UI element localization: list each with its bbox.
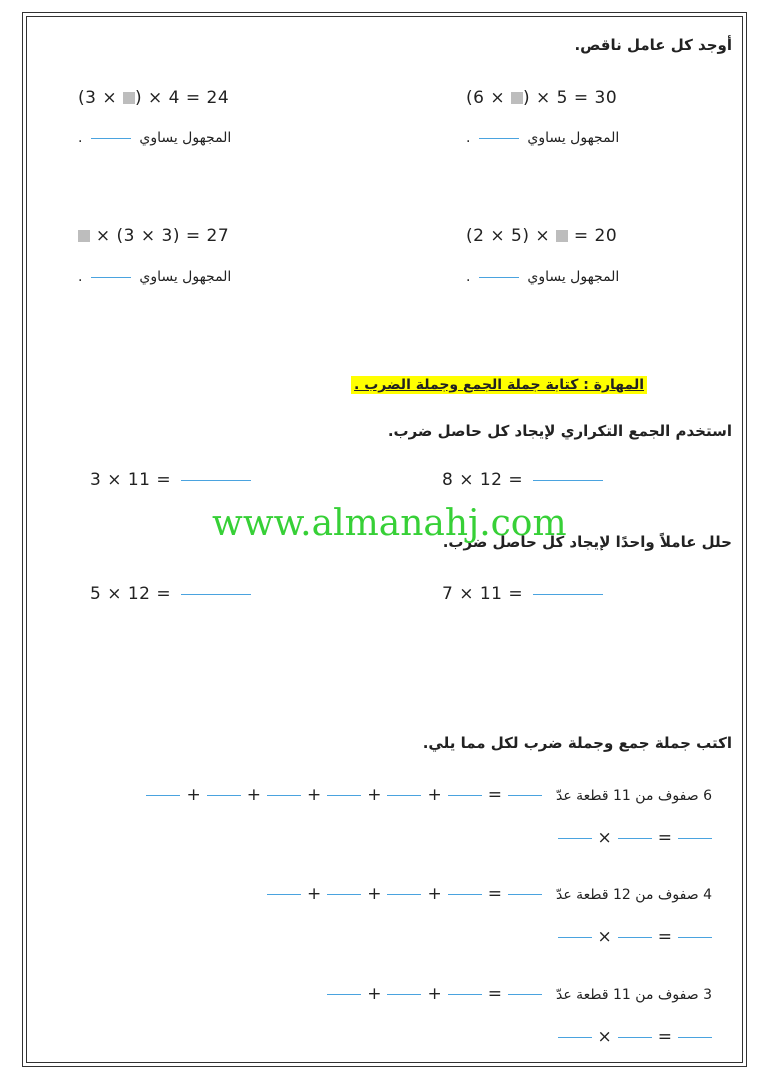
addition-sentence-row-3 — [327, 984, 712, 1004]
equation-1-post: ) × 5 = 30 — [523, 88, 618, 108]
repeated-addition-problem-2 — [90, 470, 251, 490]
equation-2-post: ) × 4 = 24 — [135, 88, 230, 108]
addition-sentence-row-1 — [146, 785, 712, 805]
factor-blank[interactable] — [618, 838, 652, 839]
times-sign: × — [597, 1027, 612, 1047]
answer-blank[interactable] — [91, 138, 131, 139]
multiplication-sentence-row-1 — [558, 828, 713, 848]
sum-blank[interactable] — [508, 795, 542, 796]
problem-text: 3 × 11 = — [90, 470, 172, 490]
factor-blank[interactable] — [558, 838, 592, 839]
addition-sentence-row-2 — [267, 884, 712, 904]
factor-blank[interactable] — [558, 937, 592, 938]
decompose-problem-1 — [442, 584, 603, 604]
plus-sign: + — [367, 984, 382, 1004]
missing-factor-square-icon — [511, 92, 523, 104]
period: . — [466, 269, 471, 285]
times-sign: × — [597, 828, 612, 848]
factor-blank[interactable] — [618, 1037, 652, 1038]
equation-3-post: = 20 — [568, 226, 618, 246]
row-description: 4 صفوف من 12 قطعة عدّ — [555, 887, 712, 903]
period: . — [78, 130, 83, 146]
equation-3-pre: (2 × 5) × — [466, 226, 556, 246]
answer-line-3 — [466, 269, 619, 285]
addend-blank[interactable] — [267, 894, 301, 895]
addend-blank[interactable] — [327, 994, 361, 995]
addend-blank[interactable] — [327, 795, 361, 796]
plus-sign: + — [306, 884, 322, 904]
plus-sign: + — [367, 785, 382, 805]
plus-sign: + — [306, 785, 322, 805]
answer-blank[interactable] — [533, 594, 603, 595]
equation-1 — [466, 88, 617, 108]
addend-blank[interactable] — [267, 795, 301, 796]
equation-2-pre: (3 × — [78, 88, 123, 108]
factor-blank[interactable] — [618, 937, 652, 938]
missing-factor-square-icon — [556, 230, 568, 242]
period: . — [466, 130, 471, 146]
section2-heading: استخدم الجمع التكراري لإيجاد كل حاصل ضرب. — [387, 422, 732, 440]
equals-sign: = — [657, 927, 672, 947]
product-blank[interactable] — [678, 937, 712, 938]
unknown-equals-label: المجهول يساوي — [527, 269, 620, 285]
product-blank[interactable] — [678, 838, 712, 839]
unknown-equals-label: المجهول يساوي — [139, 269, 232, 285]
product-blank[interactable] — [678, 1037, 712, 1038]
row-description: 6 صفوف من 11 قطعة عدّ — [555, 788, 712, 804]
addend-blank[interactable] — [207, 795, 241, 796]
problem-text: 8 × 12 = — [442, 470, 524, 490]
addend-blank[interactable] — [387, 795, 421, 796]
equals-sign: = — [487, 984, 502, 1004]
answer-line-1 — [466, 130, 619, 146]
addend-blank[interactable] — [387, 994, 421, 995]
equation-1-pre: (6 × — [466, 88, 511, 108]
answer-line-2 — [78, 130, 231, 146]
answer-blank[interactable] — [479, 277, 519, 278]
plus-sign: + — [367, 884, 382, 904]
answer-blank[interactable] — [479, 138, 519, 139]
row-description: 3 صفوف من 11 قطعة عدّ — [555, 987, 712, 1003]
sum-blank[interactable] — [508, 894, 542, 895]
plus-sign: + — [427, 984, 442, 1004]
decompose-problem-2 — [90, 584, 251, 604]
problem-text: 5 × 12 = — [90, 584, 172, 604]
missing-factor-square-icon — [123, 92, 135, 104]
unknown-equals-label: المجهول يساوي — [527, 130, 620, 146]
addend-blank[interactable] — [146, 795, 180, 796]
sum-blank[interactable] — [508, 994, 542, 995]
equals-sign: = — [487, 785, 502, 805]
plus-sign: + — [427, 785, 442, 805]
period: . — [78, 269, 83, 285]
section4-heading: اكتب جملة جمع وجملة ضرب لكل مما يلي. — [422, 734, 732, 752]
multiplication-sentence-row-3 — [558, 1027, 713, 1047]
missing-factor-square-icon — [78, 230, 90, 242]
watermark: www.almanahj.com — [212, 503, 567, 544]
section3-heading: حلل عاملاً واحدًا لإيجاد كل حاصل ضرب. — [442, 533, 732, 551]
answer-line-4 — [78, 269, 231, 285]
equation-3 — [466, 226, 617, 246]
plus-sign: + — [246, 785, 261, 805]
repeated-addition-problem-1 — [442, 470, 603, 490]
equals-sign: = — [657, 828, 672, 848]
addend-blank[interactable] — [387, 894, 421, 895]
addend-blank[interactable] — [448, 994, 482, 995]
plus-sign: + — [186, 785, 201, 805]
addend-blank[interactable] — [448, 795, 482, 796]
plus-sign: + — [427, 884, 442, 904]
factor-blank[interactable] — [558, 1037, 592, 1038]
answer-blank[interactable] — [181, 480, 251, 481]
answer-blank[interactable] — [91, 277, 131, 278]
equation-4 — [78, 226, 229, 246]
addend-blank[interactable] — [327, 894, 361, 895]
equation-2 — [78, 88, 229, 108]
addend-blank[interactable] — [448, 894, 482, 895]
skill-banner: المهارة : كتابة جملة الجمع وجملة الضرب . — [351, 376, 647, 394]
answer-blank[interactable] — [533, 480, 603, 481]
equation-4-post: × (3 × 3) = 27 — [90, 226, 230, 246]
section1-heading: أوجد كل عامل ناقص. — [574, 36, 732, 54]
multiplication-sentence-row-2 — [558, 927, 713, 947]
unknown-equals-label: المجهول يساوي — [139, 130, 232, 146]
equals-sign: = — [487, 884, 502, 904]
answer-blank[interactable] — [181, 594, 251, 595]
times-sign: × — [597, 927, 612, 947]
problem-text: 7 × 11 = — [442, 584, 524, 604]
equals-sign: = — [657, 1027, 672, 1047]
